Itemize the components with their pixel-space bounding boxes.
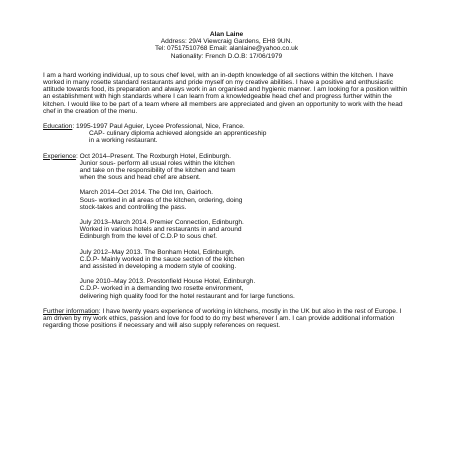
address-line: Address: 29/4 Viewcraig Gardens, EH8 9UN.: [160, 38, 293, 46]
contact-line: Tel: 07517510768 Email: alanlaine@yahoo.co.uk: [154, 45, 299, 53]
experience-line: C.D.P- Mainly worked in the sauce section of the kitchen: [79, 255, 245, 263]
experience-line: stock-takes and controlling the pass.: [79, 203, 187, 211]
experience-line: Junior sous- perform all usual roles within the kitchen: [79, 159, 235, 167]
experience-entry: [80, 189, 410, 211]
experience-line: July 2013–March 2014. Premier Connection, Edinburgh.: [79, 219, 244, 227]
experience-entry: [80, 219, 410, 241]
further-information-heading: Further information: [43, 307, 99, 315]
experience-heading: Experience: [43, 152, 76, 160]
applicant-name: Alan Laine: [209, 31, 244, 38]
education-heading: Education: [43, 123, 73, 131]
experience-entry: [80, 278, 410, 300]
education-line-3: in a working restaurant.: [89, 137, 158, 145]
experience-line: Edinburgh from the level of C.D.P to sous chef.: [79, 233, 217, 241]
experience-line: July 2012–May 2013. The Bonham Hotel, Edinburgh.: [79, 248, 235, 256]
education-body: [76, 123, 410, 145]
cv-header: [43, 31, 410, 60]
experience-body: [80, 153, 410, 300]
education-section: [43, 123, 410, 145]
education-line-1: 1995-1997 Paul Aguier, Lycee Professional, Nice, France.: [76, 123, 245, 131]
experience-line: June 2010–May 2013. Prestonfield House Hotel, Edinburgh.: [79, 278, 256, 286]
experience-line: Oct 2014–Present. The Roxburgh Hotel, Edinburgh.: [79, 152, 231, 160]
further-information-text: I have twenty years experience of working in kitchens, mostly in the UK but also in the rest of Europe. I am driven by my work ethics, passion and love for food to do my best wherever I am. I can provide additional information regarding those positions if necessary and will also supply references on request.: [43, 307, 402, 330]
education-line-2: CAP- culinary diploma achieved alongside an apprenticeship: [89, 130, 267, 138]
nationality-line: Nationality: French D.O.B: 17/06/1979: [170, 52, 283, 60]
further-information: Further information: I have twenty years experience of working in kitchens, mostly in the UK but also in the rest of Europe. I am driven by my work ethics, passion and love for food to do my best wherever I am. I can provide additional information regarding those positions if necessary and will also supply references on request.: [43, 307, 402, 330]
experience-line: Sous- worked in all areas of the kitchen, ordering, doing: [79, 196, 243, 204]
experience-line: when the sous and head chef are absent.: [79, 174, 201, 182]
experience-line: and take on the responsibility of the kitchen and team: [79, 167, 236, 175]
experience-section: [43, 153, 410, 300]
education-label: Education:: [43, 123, 76, 131]
experience-label: Experience:: [43, 152, 80, 160]
personal-summary: I am a hard working individual, up to sous chef level, with an in-depth knowledge of all sections within the kitchen. I have worked in many rosette standard restaurants and pride myself on my creative abilities. I have a positive and enthusiastic attitude towards food, its preparation and always work in an organised and hygienic manner. I am looking for a position within an establishment with high standards where I can learn from a knowledgeable head chef and progress further within the kitchen. I would like to be part of a team where all members are appreciated and given an opportunity to work with the head chef in the creation of the menu.: [43, 71, 408, 115]
experience-entry: [80, 249, 410, 271]
experience-entry: [80, 153, 410, 182]
experience-line: March 2014–Oct 2014. The Old Inn, Gairloch.: [79, 189, 213, 197]
experience-line: delivering high quality food for the hotel restaurant and for large functions.: [79, 292, 295, 300]
experience-line: Worked in various hotels and restaurants in and around: [79, 226, 242, 234]
experience-line: and assisted in developing a modern style of cooking.: [79, 263, 237, 271]
experience-line: C.D.P- worked in a demanding two rosette environment,: [79, 285, 244, 293]
